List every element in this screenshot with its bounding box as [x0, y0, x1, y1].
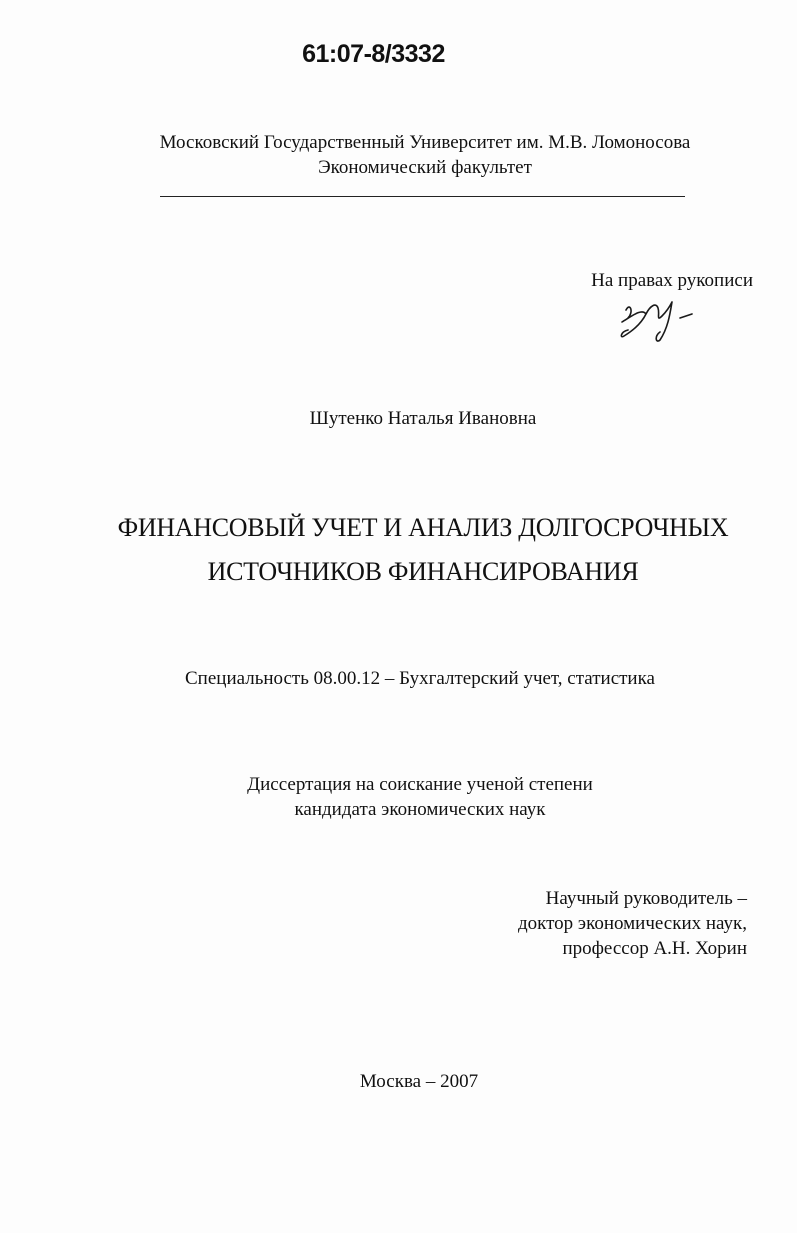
- degree-line-1: Диссертация на соискание ученой степени: [247, 774, 593, 795]
- handwritten-signature: [612, 292, 702, 344]
- manuscript-note: На правах рукописи: [591, 270, 753, 291]
- university-name: Московский Государственный Университет им. М.В. Ломоносова: [159, 132, 691, 153]
- institution-block: [0, 130, 797, 180]
- advisor-block: [518, 886, 747, 961]
- degree-line-2: кандидата экономических наук: [294, 799, 546, 820]
- specialty: Специальность 08.00.12 – Бухгалтерский учет, статистика: [185, 668, 655, 689]
- advisor-line-2: доктор экономических наук,: [517, 913, 747, 934]
- dissertation-title: [0, 506, 797, 594]
- advisor-line-3: профессор А.Н. Хорин: [562, 938, 747, 959]
- archive-code: 61:07-8/3332: [302, 40, 445, 68]
- title-line-2: ИСТОЧНИКОВ ФИНАНСИРОВАНИЯ: [207, 557, 639, 586]
- header-divider: [160, 196, 685, 197]
- author-name: Шутенко Наталья Ивановна: [309, 408, 537, 429]
- degree-block: [0, 772, 797, 822]
- title-line-1: ФИНАНСОВЫЙ УЧЕТ И АНАЛИЗ ДОЛГОСРОЧНЫХ: [117, 513, 729, 542]
- advisor-line-1: Научный руководитель –: [545, 888, 747, 909]
- city-year: Москва – 2007: [359, 1071, 479, 1092]
- faculty-name: Экономический факультет: [318, 157, 532, 178]
